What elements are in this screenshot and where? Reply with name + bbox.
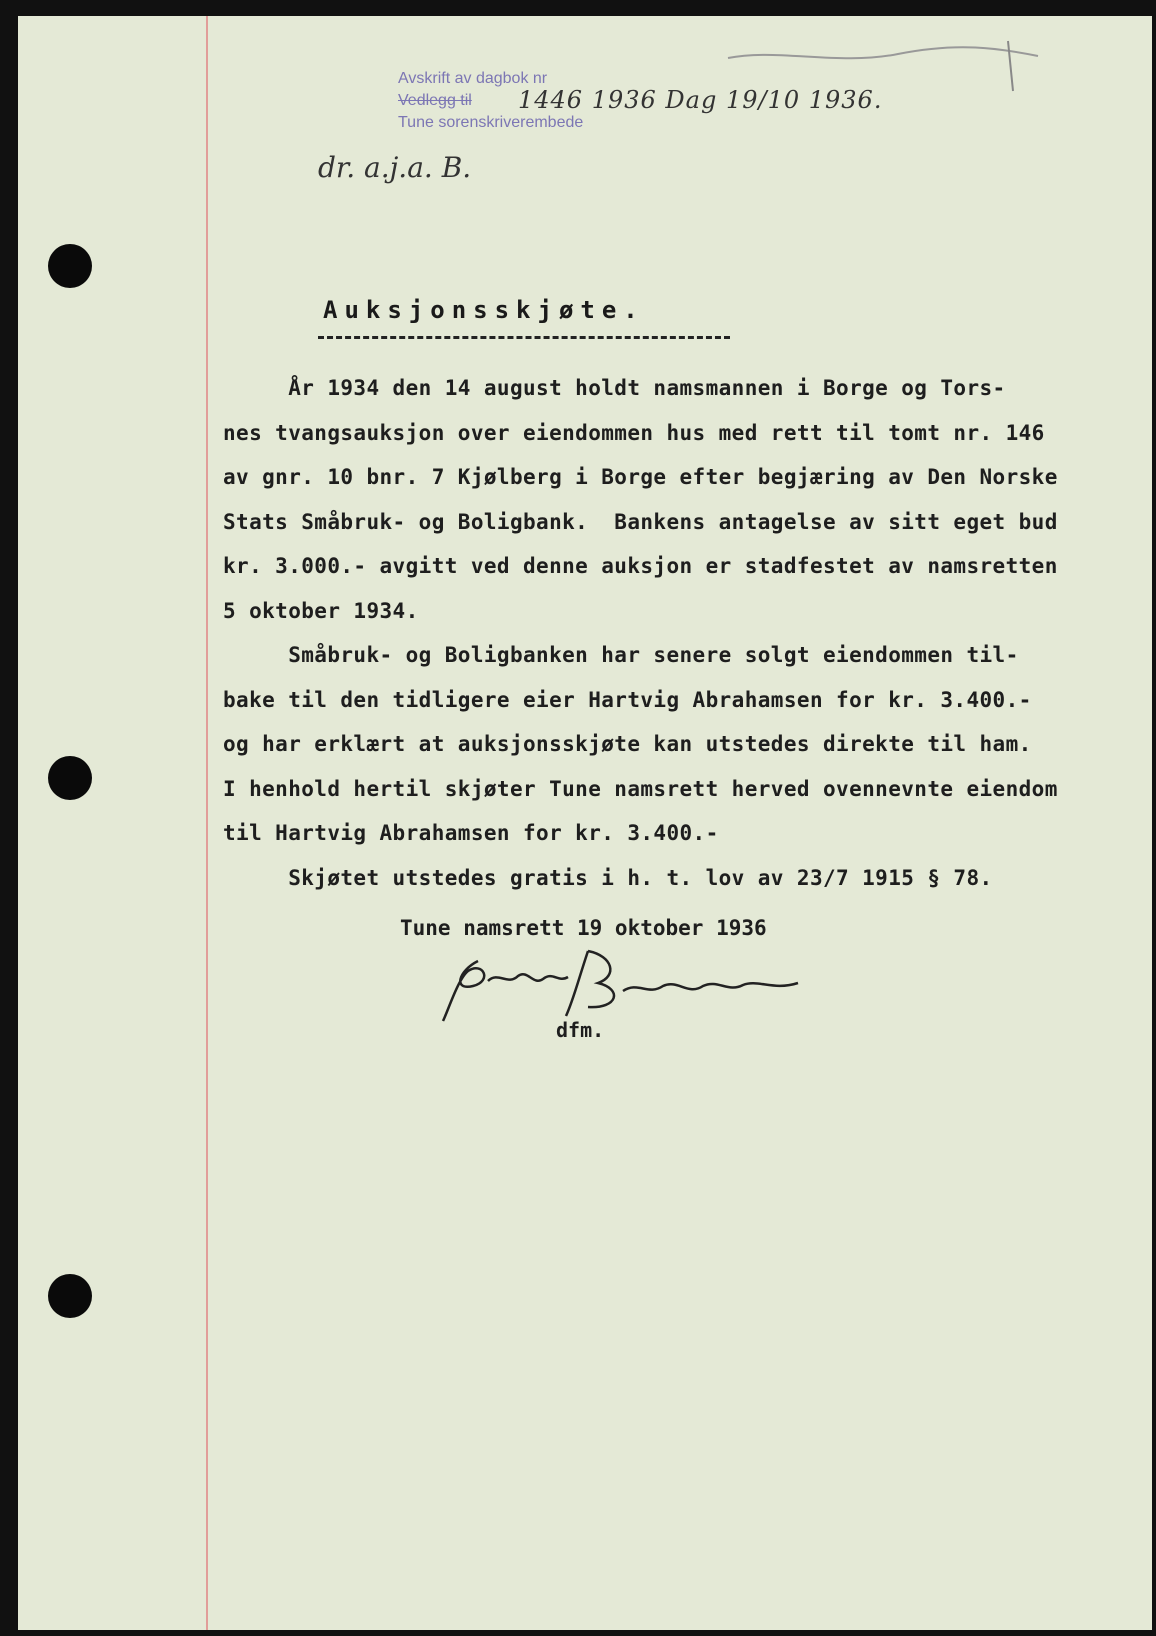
body-line: År 1934 den 14 august holdt namsmannen i Borge og Tors- xyxy=(223,376,1006,400)
body-line: til Hartvig Abrahamsen for kr. 3.400.- xyxy=(223,821,719,845)
punch-hole xyxy=(48,244,92,288)
body-line: nes tvangsauksjon over eiendommen hus med rett til tomt nr. 146 xyxy=(223,420,1045,445)
document-title: Auksjonsskjøte. xyxy=(323,296,645,324)
title-underline xyxy=(318,336,730,339)
body-line: Stats Småbruk- og Boligbank. Bankens antagelse av sitt eget bud xyxy=(223,509,1058,534)
punch-hole xyxy=(48,1274,92,1318)
handwritten-signature xyxy=(438,941,818,1031)
body-line: kr. 3.000.- avgitt ved denne auksjon er stadfestet av namsretten xyxy=(223,554,1058,578)
stamp-line-3: Tune sorenskriverembede xyxy=(398,114,584,131)
body-line: av gnr. 10 bnr. 7 Kjølberg i Borge efter begjæring av Den Norske xyxy=(223,465,1058,489)
stamp-line-1: Avskrift av dagbok nr xyxy=(398,70,548,87)
signature-title: dfm. xyxy=(556,1018,605,1042)
document-page xyxy=(18,16,1152,1630)
handwritten-dagbok-number: 1446 1936 Dag 19/10 1936. xyxy=(518,86,883,114)
body-line: Skjøtet utstedes gratis i h. t. lov av 23/7 1915 § 78. xyxy=(223,865,993,890)
punch-hole xyxy=(48,756,92,800)
stamp-line-2: Vedlegg til xyxy=(398,92,472,109)
body-line: bake til den tidligere eier Hartvig Abrahamsen for kr. 3.400.- xyxy=(223,687,1032,712)
body-line: Småbruk- og Boligbanken har senere solgt eiendommen til- xyxy=(223,643,1019,667)
handwritten-initials: dr. a.j.a. B. xyxy=(318,151,472,184)
place-date: Tune namsrett 19 oktober 1936 xyxy=(400,916,767,940)
document-body xyxy=(223,366,1103,900)
body-line: og har erklært at auksjonsskjøte kan utstedes direkte til ham. xyxy=(223,732,1032,756)
body-line: 5 oktober 1934. xyxy=(223,598,419,623)
margin-line xyxy=(206,16,208,1630)
body-line: I henhold hertil skjøter Tune namsrett herved ovennevnte eiendom xyxy=(223,776,1058,801)
